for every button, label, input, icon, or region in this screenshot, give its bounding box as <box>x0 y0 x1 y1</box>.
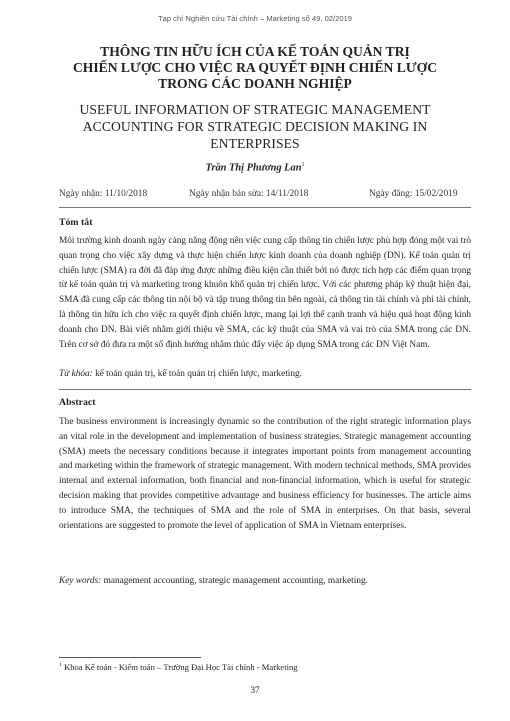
keywords-vn: kế toán quản trị, kế toán quản trị chiến lược, marketing. <box>95 369 302 379</box>
summary-text: Môi trường kinh doanh ngày càng năng động nên việc cung cấp thông tin chiến lược phù hợp đóng một vai trò quan trọng cho việc xây dựng và thực hiện chiến lược kinh doanh của doanh nghiệp (DN). Kế toán quản trị chiến lược (SMA) ra đời đã đáp ứng được những điều kiện cần thiết bởi nó được tích hợp các điểm quan trọng từ kế toán quản trị và marketing trong khuôn khổ quản trị chiến lược. Với các phương pháp kỹ thuật hiện đại, SMA đã cung cấp các thông tin nội bộ và tập trung thông tin bên ngoài, cả thông tin tài chính và phi tài chính, là thông tin hữu ích cho việc ra quyết định chiến lược, mang lại lợi thế cạnh tranh và hiệu quả hoạt động kinh doanh cho DN. Bài viết nhằm giới thiệu về SMA, các kỹ thuật của SMA và vai trò của SMA trong các DN. Trên cơ sở đó đưa ra một số định hướng nhằm thúc đẩy việc áp dụng SMA trong các DN Việt Nam. <box>59 236 471 350</box>
title-vn-line: CHIẾN LƯỢC CHO VIỆC RA QUYẾT ĐỊNH CHIẾN LƯỢC <box>72 60 438 75</box>
page-number: 37 <box>250 686 260 696</box>
title-vn-line: TRONG CÁC DOANH NGHIỆP <box>158 76 352 91</box>
author-name: Trần Thị Phương Lan <box>205 162 302 174</box>
date-published: Ngày đăng: 15/02/2019 <box>369 189 458 199</box>
summary-keywords <box>59 367 471 382</box>
footnote-divider <box>59 657 201 658</box>
title-en-line: ENTERPRISES <box>210 136 300 151</box>
author-footnote-mark: 1 <box>301 162 305 168</box>
author-line <box>0 162 510 173</box>
title-english <box>40 101 470 152</box>
abstract-heading: Abstract <box>59 397 96 408</box>
keywords-label-vn: Từ khóa: <box>59 369 93 379</box>
footnote-mark: 1 <box>59 662 62 669</box>
footnote <box>59 662 298 672</box>
abstract-keywords <box>59 574 471 589</box>
divider-middle <box>59 389 471 390</box>
abstract-text: The business environment is increasingly dynamic so the contribution of the right strategic information plays an vital role in the development and implementation of business strategies. Strategic management accounting (SMA) meets the necessary conditions because it integrates important points from management accounting and marketing within the framework of strategic management. With modern technical methods, SMA provides internal and external information, both financial and non-financial information, which is useful for strategic decision making that provides competitive advantage and business efficiency for businesses. The article aims to introduce SMA, the techniques of SMA and the role of SMA in enterprises. On that basis, several orientations are suggested to promote the level of application of SMA in Vietnam enterprises. <box>59 417 471 531</box>
running-head: Tạp chí Nghiên cứu Tài chính – Marketing số 49, 02/2019 <box>157 14 353 23</box>
keywords-en: management accounting, strategic management accounting, marketing. <box>103 576 368 586</box>
date-received: Ngày nhận: 11/10/2018 <box>59 189 148 199</box>
summary-heading: Tóm tắt <box>59 217 93 228</box>
date-revised: Ngày nhận bản sửa: 14/11/2018 <box>189 189 309 199</box>
title-en-line: ACCOUNTING FOR STRATEGIC DECISION MAKING IN <box>82 119 428 134</box>
divider-top <box>59 207 471 208</box>
title-en-line: USEFUL INFORMATION OF STRATEGIC MANAGEMENT <box>79 102 431 117</box>
keywords-label-en: Key words: <box>59 576 102 586</box>
footnote-text: Khoa Kế toán - Kiểm toán – Trường Đại Học Tài chính - Marketing <box>63 662 298 672</box>
title-vietnamese <box>40 44 470 92</box>
title-vn-line: THÔNG TIN HỮU ÍCH CỦA KẾ TOÁN QUẢN TRỊ <box>100 44 410 59</box>
